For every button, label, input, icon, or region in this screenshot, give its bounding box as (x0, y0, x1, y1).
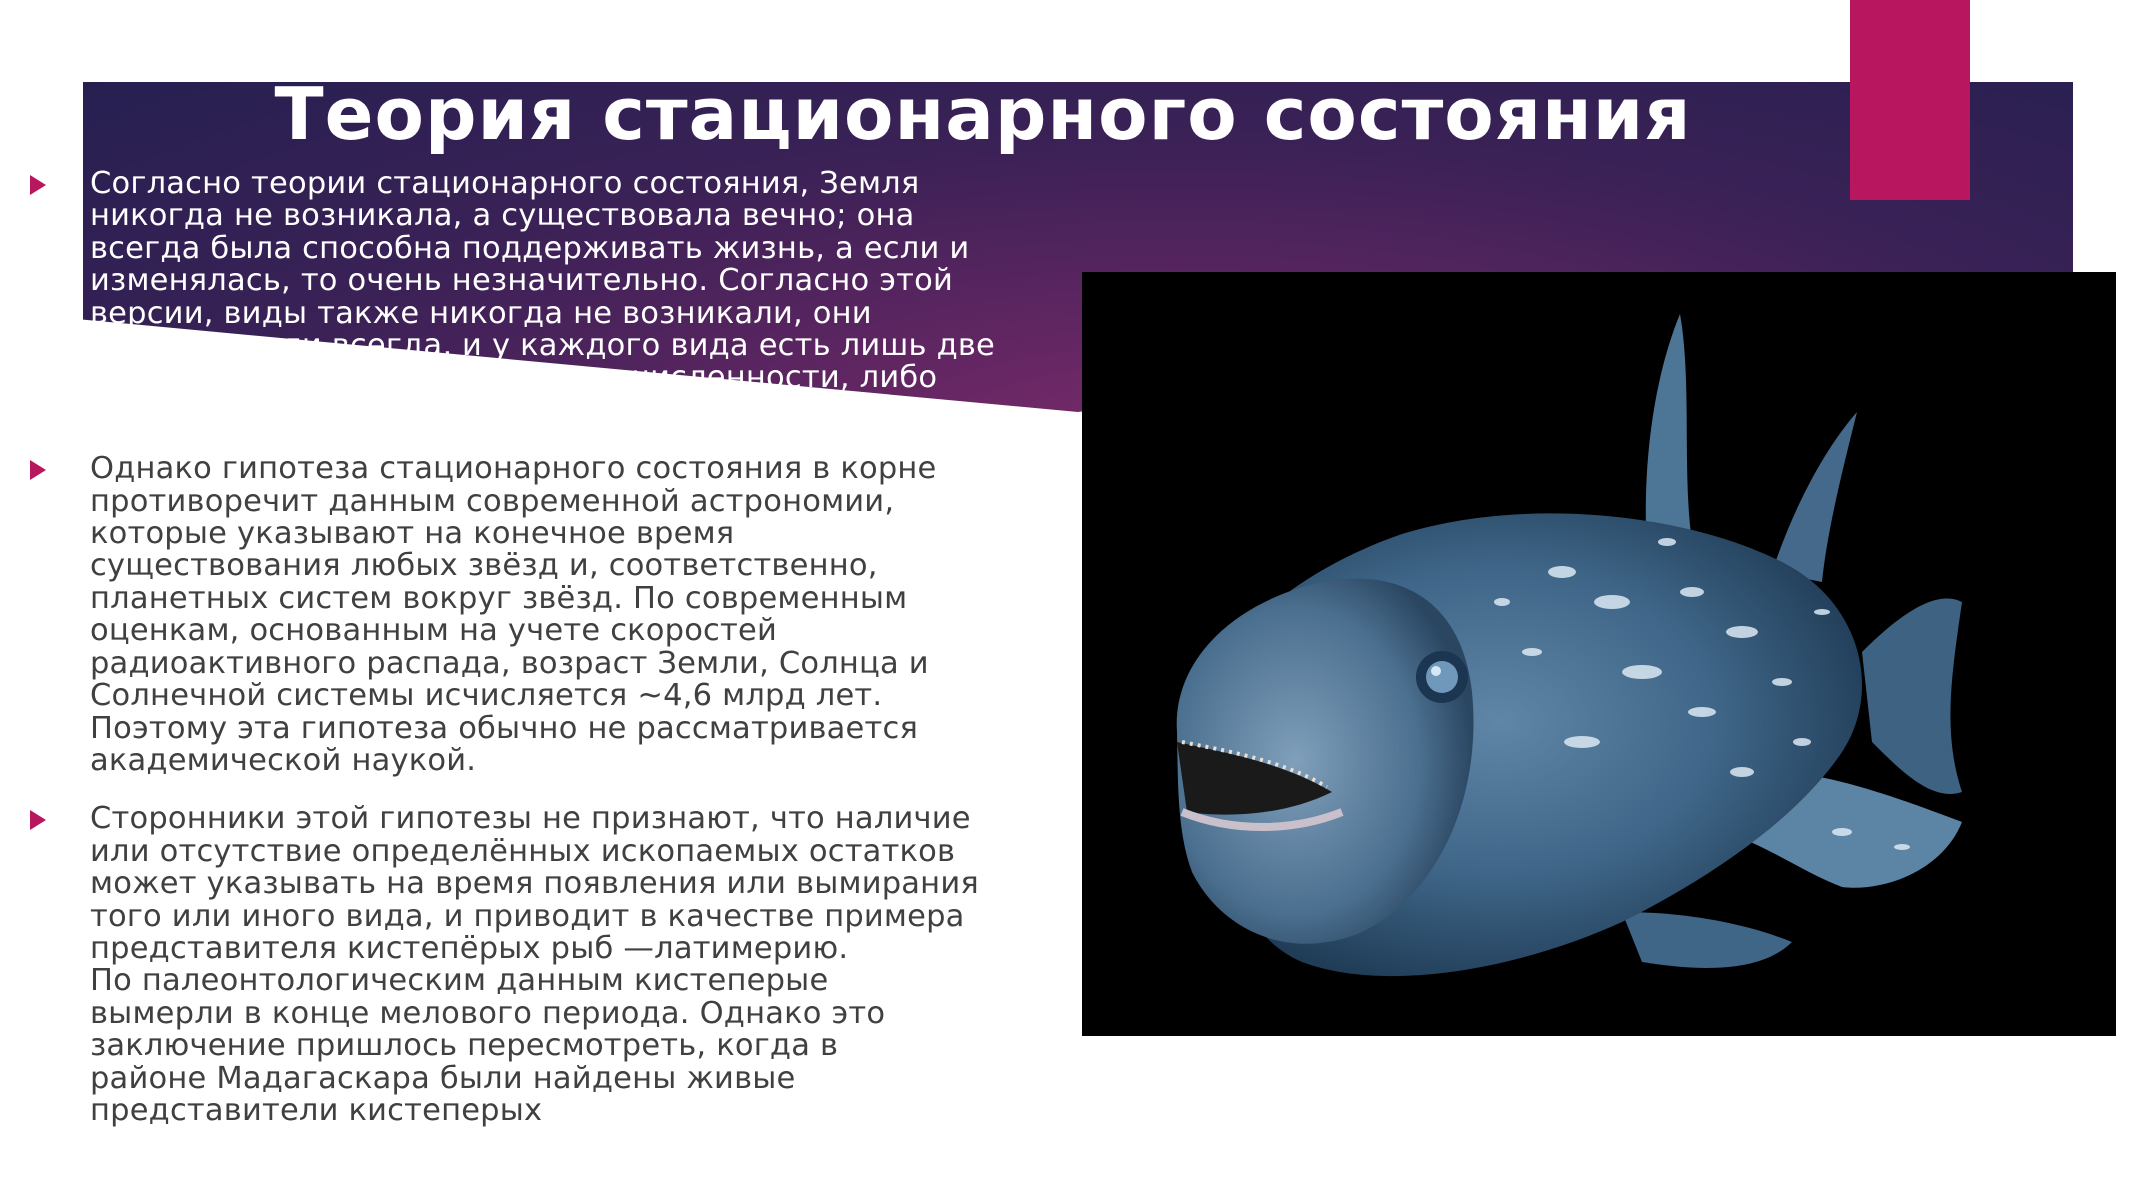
coelacanth-photo (1082, 272, 2116, 1036)
triangle-bullet-icon (30, 810, 46, 830)
pelvic-fin (1622, 912, 1792, 968)
bullet-item (30, 168, 1050, 427)
triangle-bullet-icon (30, 460, 46, 480)
second-dorsal-fin (1772, 412, 1857, 582)
triangle-bullet-icon (30, 175, 46, 195)
bullet-item (30, 453, 1050, 777)
bullet-text: Однако гипотеза стационарного состояния в корне противоречит данным современной астрономии, которые указывают на конечное время существования любых звёзд и, соответственно, планетных систем вокруг звёзд. По современным оценкам, основанным на учете скоростей радиоактивного распада, возраст Земли, Солнца и Солнечной системы исчисляется ~4,6 млрд лет. Поэтому эта гипотеза обычно не рассматривается академической наукой. (90, 451, 937, 778)
coelacanth-illustration (1082, 272, 2116, 1036)
bullet-text: Сторонники этой гипотезы не признают, что наличие или отсутствие определённых ископаемых остатков может указывать на время появления или вымирания того или иного вида, и приводит в качестве примера представителя кистепёрых рыб —латимерию. По палеонтологическим данным кистеперые вымерли в конце мелового периода. Однако это заключение пришлось пересмотреть, когда в районе Мадагаскара были найдены живые представители кистеперых (90, 801, 979, 1128)
bullet-text: Согласно теории стационарного состояния, Земля никогда не возникала, а существовала вечно; она всегда была способна поддерживать жизнь, а если и изменялась, то очень незначительно. Согласно этой версии, виды также никогда не возникали, они существовали всегда, и у каждого вида есть лишь две возможности — либо изменение численности, либо вымирание. (90, 166, 996, 428)
slide-title: Теория стационарного состояния (274, 72, 1692, 156)
tail-fin (1862, 599, 1962, 794)
bullet-list (30, 168, 1050, 1153)
fish-eye-iris (1426, 661, 1458, 693)
fish-eye-shine (1431, 666, 1441, 676)
dorsal-fin (1646, 314, 1692, 552)
bullet-item (30, 803, 1050, 1127)
